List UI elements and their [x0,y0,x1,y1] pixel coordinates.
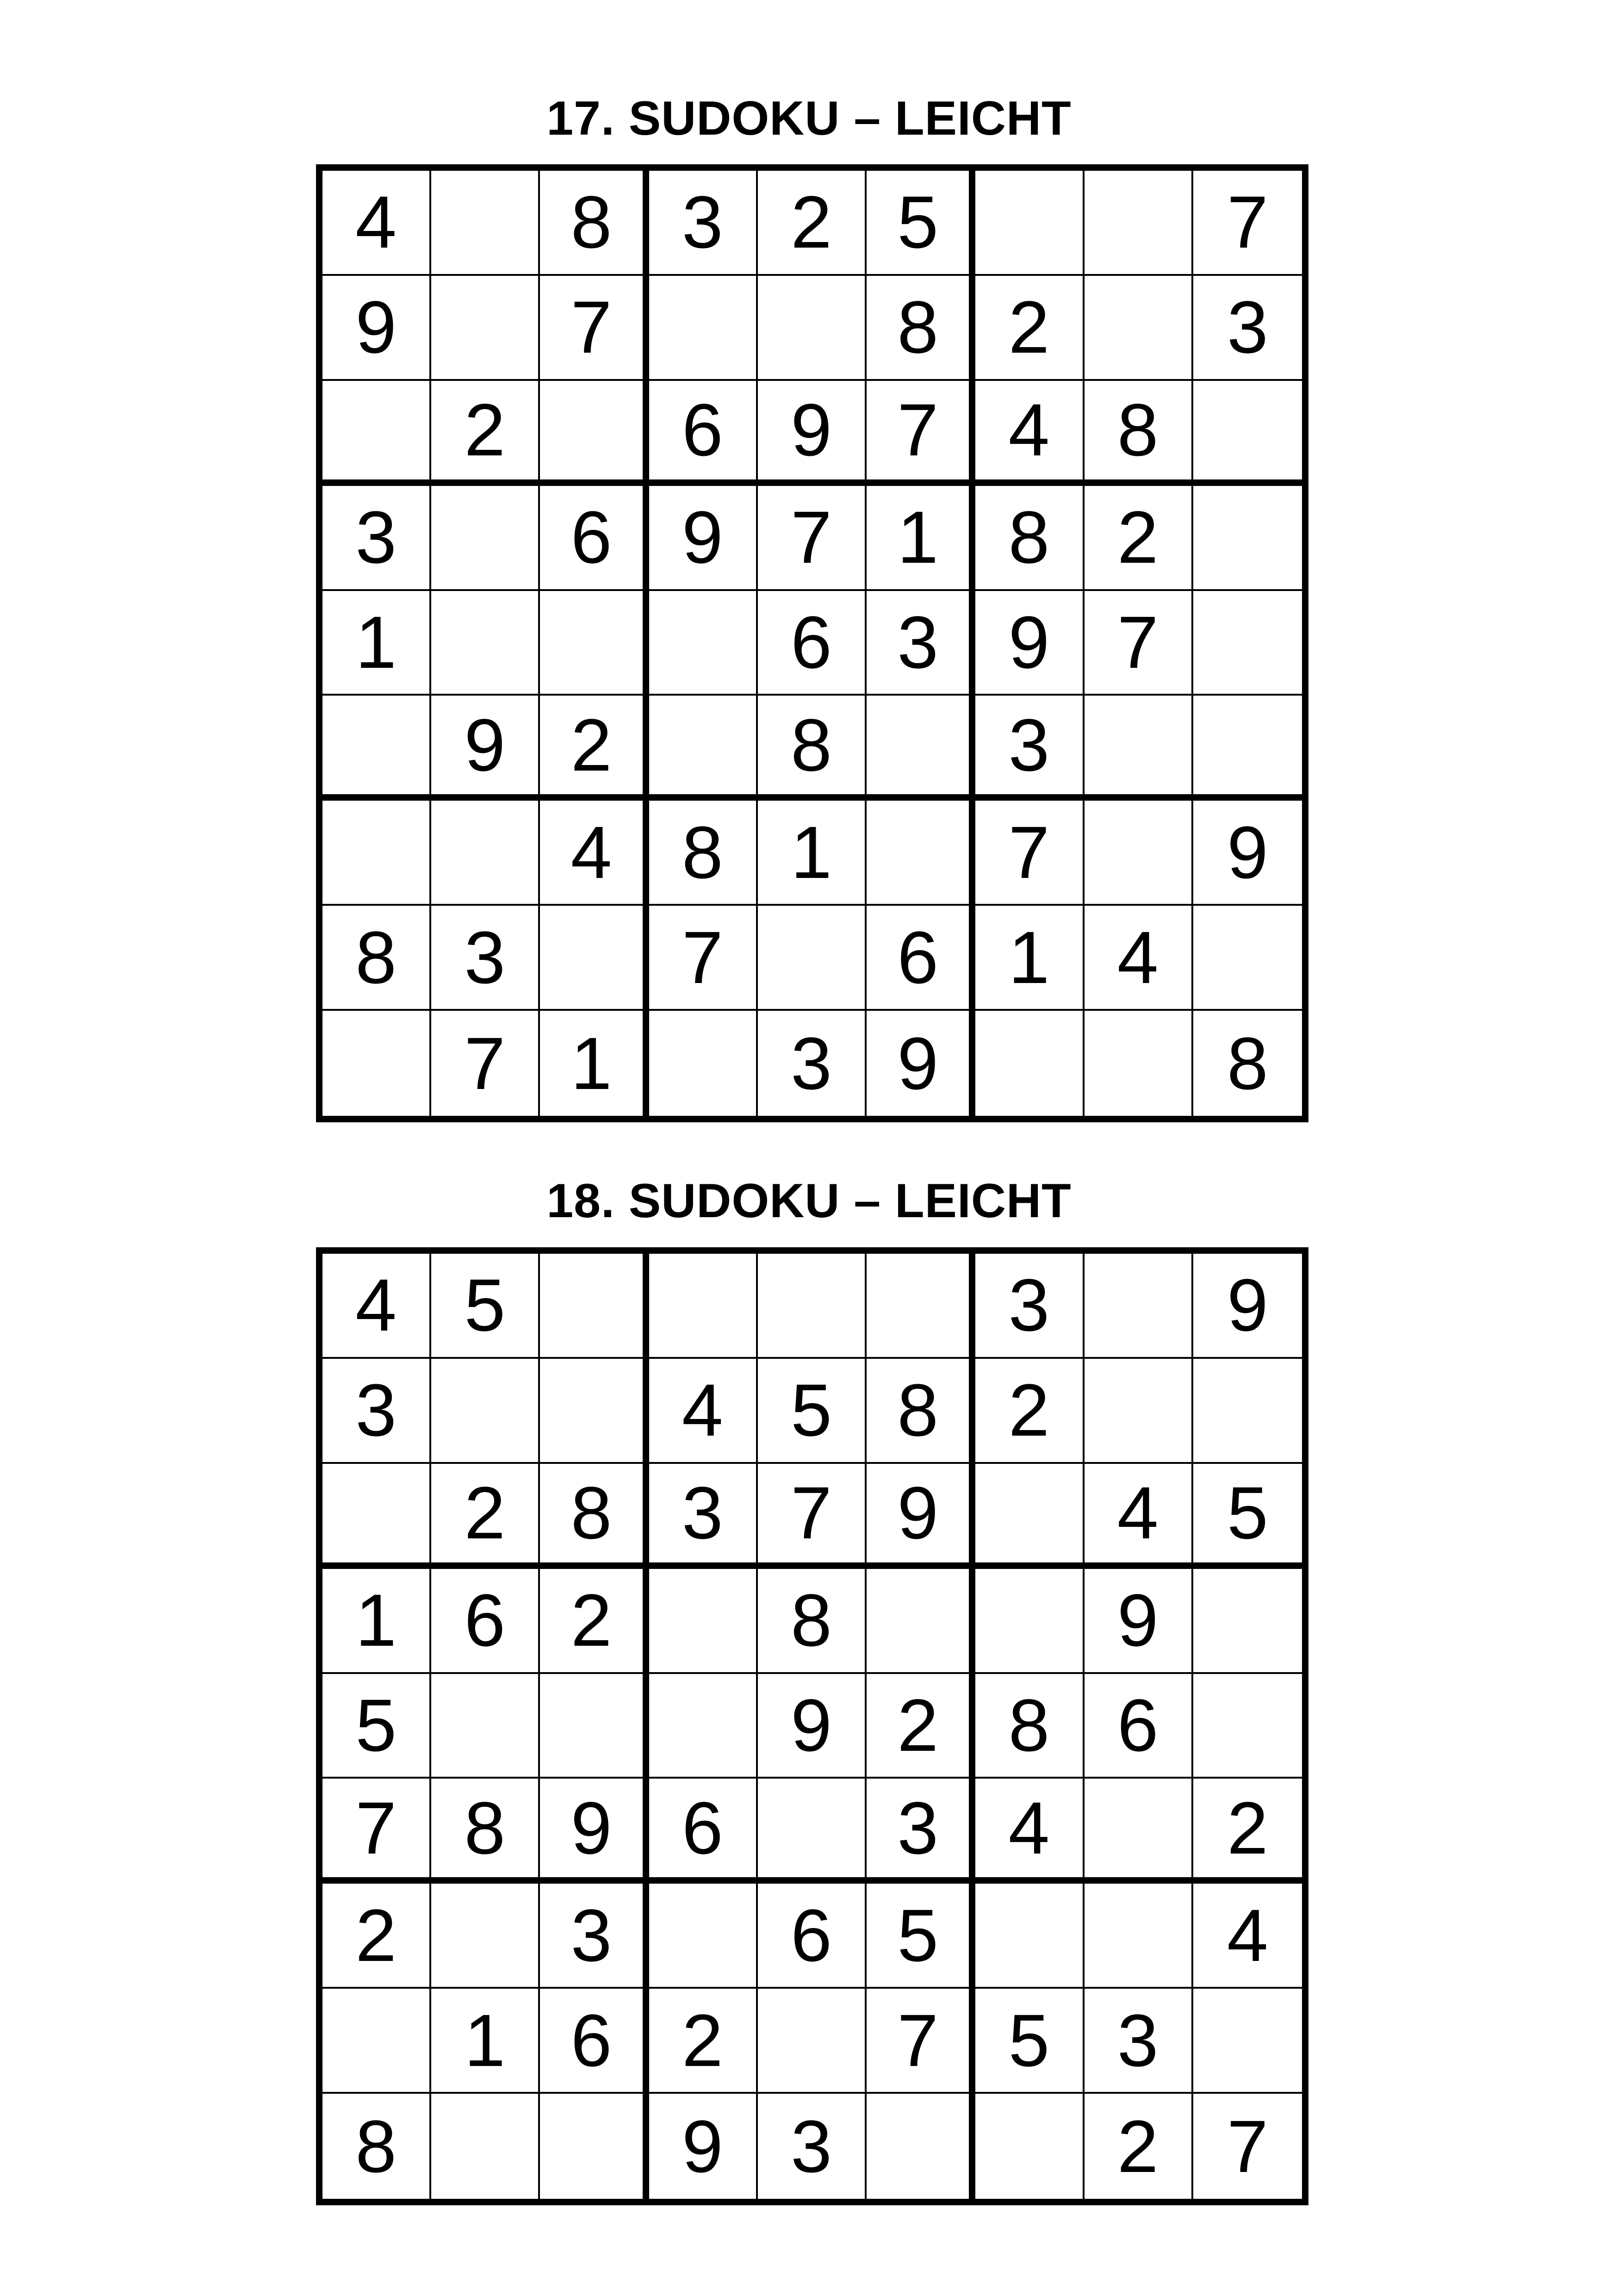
sudoku-grid-18 [316,1247,1308,2205]
sudoku-cell [975,1884,1084,1989]
sudoku-cell: 3 [322,486,431,591]
sudoku-cell [1193,696,1302,801]
sudoku-cell [649,1884,758,1989]
sudoku-cell: 7 [1085,591,1193,696]
sudoku-cell: 9 [322,276,431,381]
sudoku-cell: 3 [1085,1989,1193,2094]
sudoku-cell: 7 [867,381,975,486]
sudoku-cell [1085,1779,1193,1884]
sudoku-cell [431,1359,540,1464]
sudoku-cell [1085,1884,1193,1989]
sudoku-cell: 2 [540,1569,649,1674]
sudoku-cell: 8 [867,1359,975,1464]
sudoku-cell: 3 [867,1779,975,1884]
sudoku-cell: 9 [540,1779,649,1884]
sudoku-cell: 4 [1193,1884,1302,1989]
sudoku-cell [649,1569,758,1674]
sudoku-cell [1193,906,1302,1011]
sudoku-cell: 3 [867,591,975,696]
sudoku-cell: 1 [431,1989,540,2094]
sudoku-cell: 9 [975,591,1084,696]
sudoku-cell [975,171,1084,276]
sudoku-cell: 5 [1193,1464,1302,1569]
sudoku-cell: 3 [431,906,540,1011]
sudoku-cell: 6 [649,381,758,486]
sudoku-cell: 3 [975,1254,1084,1359]
sudoku-cell: 4 [322,1254,431,1359]
sudoku-cell: 1 [322,1569,431,1674]
sudoku-cell [758,276,867,381]
sudoku-cell: 3 [1193,276,1302,381]
sudoku-cell [540,2094,649,2199]
sudoku-cell: 4 [649,1359,758,1464]
sudoku-cell [649,1674,758,1779]
sudoku-cell: 6 [649,1779,758,1884]
sudoku-cell: 7 [1193,171,1302,276]
sudoku-cell: 2 [975,1359,1084,1464]
sudoku-cell: 1 [540,1011,649,1116]
sudoku-cell [1085,171,1193,276]
sudoku-cell [758,1779,867,1884]
sudoku-cell [1193,1674,1302,1779]
sudoku-cell: 9 [867,1011,975,1116]
sudoku-cell: 6 [1085,1674,1193,1779]
sudoku-cell: 7 [758,1464,867,1569]
sudoku-cell [649,1011,758,1116]
sudoku-cell: 6 [540,486,649,591]
sudoku-cell: 4 [322,171,431,276]
sudoku-cell: 1 [322,591,431,696]
sudoku-cell: 8 [540,171,649,276]
sudoku-cell: 5 [975,1989,1084,2094]
sudoku-cell [540,591,649,696]
sudoku-cell [649,696,758,801]
sudoku-cell [322,696,431,801]
sudoku-cell: 4 [1085,1464,1193,1569]
sudoku-cell [1085,801,1193,906]
sudoku-cell: 3 [758,2094,867,2199]
sudoku-cell: 5 [867,1884,975,1989]
sudoku-cell [1193,591,1302,696]
sudoku-cell: 8 [975,486,1084,591]
sudoku-cell [649,1254,758,1359]
sudoku-cell: 5 [867,171,975,276]
sudoku-cell: 7 [540,276,649,381]
sudoku-cell: 2 [322,1884,431,1989]
sudoku-cell: 6 [758,1884,867,1989]
sudoku-cell: 5 [322,1674,431,1779]
sudoku-cell: 3 [322,1359,431,1464]
sudoku-cell [758,1254,867,1359]
sudoku-cell [975,1569,1084,1674]
sudoku-cell [322,381,431,486]
sudoku-cell: 7 [1227,2104,1268,2188]
sudoku-cell: 7 [975,801,1084,906]
sudoku-cell [867,801,975,906]
sudoku-cell: 8 [322,906,431,1011]
sudoku-cell [322,1011,431,1116]
sudoku-cell: 3 [758,1011,867,1116]
sudoku-cell: 6 [867,906,975,1011]
sudoku-cell [540,1674,649,1779]
sudoku-cell [1085,1359,1193,1464]
sudoku-cell [540,906,649,1011]
sudoku-cell: 3 [649,171,758,276]
sudoku-cell: 2 [649,1989,758,2094]
sudoku-grid-17 [316,164,1308,1122]
sudoku-cell: 2 [1085,2094,1193,2199]
sudoku-cell [649,276,758,381]
sudoku-cell: 9 [758,381,867,486]
sudoku-cell [1193,381,1302,486]
sudoku-cell: 6 [758,591,867,696]
sudoku-cell: 9 [1085,1569,1193,1674]
sudoku-cell: 8 [649,801,758,906]
sudoku-cell: 1 [867,486,975,591]
sudoku-cell: 1 [975,906,1084,1011]
sudoku-cell: 4 [540,801,649,906]
sudoku-cell: 9 [649,486,758,591]
sudoku-cell [975,1464,1084,1569]
sudoku-cell: 9 [649,2094,758,2199]
sudoku-cell: 7 [867,1989,975,2094]
sudoku-cell: 6 [540,1989,649,2094]
sudoku-cell [431,171,540,276]
sudoku-cell: 8 [1085,381,1193,486]
sudoku-cell [431,1884,540,1989]
sudoku-cell: 8 [540,1464,649,1569]
sudoku-cell: 8 [867,276,975,381]
sudoku-cell: 4 [1085,906,1193,1011]
sudoku-cell: 2 [431,381,540,486]
sudoku-cell: 7 [649,906,758,1011]
sudoku-cell: 8 [758,696,867,801]
sudoku-cell [540,1254,649,1359]
sudoku-cell [758,906,867,1011]
sudoku-cell [1193,1359,1302,1464]
sudoku-cell: 4 [975,381,1084,486]
sudoku-cell [431,1674,540,1779]
sudoku-cell: 4 [975,1779,1084,1884]
sudoku-cell [1085,276,1193,381]
sudoku-cell: 8 [758,1569,867,1674]
puzzle-18-title: 18. SUDOKU – LEICHT [546,1174,1072,1228]
sudoku-cell: 2 [867,1674,975,1779]
sudoku-cell [867,1569,975,1674]
sudoku-cell [540,1359,649,1464]
sudoku-cell: 3 [649,1464,758,1569]
sudoku-cell: 9 [1193,1254,1302,1359]
sudoku-cell [322,801,431,906]
sudoku-cell [649,591,758,696]
sudoku-cell [322,1989,431,2094]
sudoku-cell [1085,696,1193,801]
sudoku-cell: 6 [431,1569,540,1674]
sudoku-cell [867,2094,975,2199]
sudoku-cell: 5 [758,1359,867,1464]
sudoku-cell: 2 [540,696,649,801]
sudoku-cell [431,486,540,591]
sudoku-cell [1085,1254,1193,1359]
sudoku-cell: 7 [758,486,867,591]
sudoku-cell: 8 [431,1779,540,1884]
sudoku-cell [322,1464,431,1569]
sudoku-cell: 9 [1193,801,1302,906]
sudoku-cell: 8 [1227,1021,1268,1105]
sudoku-cell: 2 [758,171,867,276]
sudoku-cell [975,1011,1084,1116]
sudoku-cell: 9 [867,1464,975,1569]
sudoku-cell [1193,1569,1302,1674]
sudoku-cell [431,2094,540,2199]
sudoku-cell: 7 [322,1779,431,1884]
sudoku-cell [867,1254,975,1359]
sudoku-cell: 3 [540,1884,649,1989]
sudoku-cell: 2 [1085,486,1193,591]
sudoku-cell [1193,486,1302,591]
sudoku-cell [540,381,649,486]
sudoku-cell [431,591,540,696]
sudoku-cell: 5 [431,1254,540,1359]
sudoku-cell [758,1989,867,2094]
sudoku-cell: 1 [758,801,867,906]
sudoku-cell [975,2094,1084,2199]
sudoku-cell: 2 [431,1464,540,1569]
sudoku-cell [867,696,975,801]
puzzle-17-title: 17. SUDOKU – LEICHT [546,92,1072,145]
sudoku-cell [1193,1989,1302,2094]
sudoku-cell: 7 [431,1011,540,1116]
sudoku-cell: 8 [322,2094,431,2199]
sudoku-cell: 2 [975,276,1084,381]
sudoku-cell: 3 [975,696,1084,801]
sudoku-cell: 2 [1193,1779,1302,1884]
sudoku-cell: 9 [431,696,540,801]
sudoku-cell: 9 [758,1674,867,1779]
sudoku-cell [1085,1011,1193,1116]
sudoku-cell: 8 [975,1674,1084,1779]
sudoku-cell [431,801,540,906]
sudoku-cell [431,276,540,381]
